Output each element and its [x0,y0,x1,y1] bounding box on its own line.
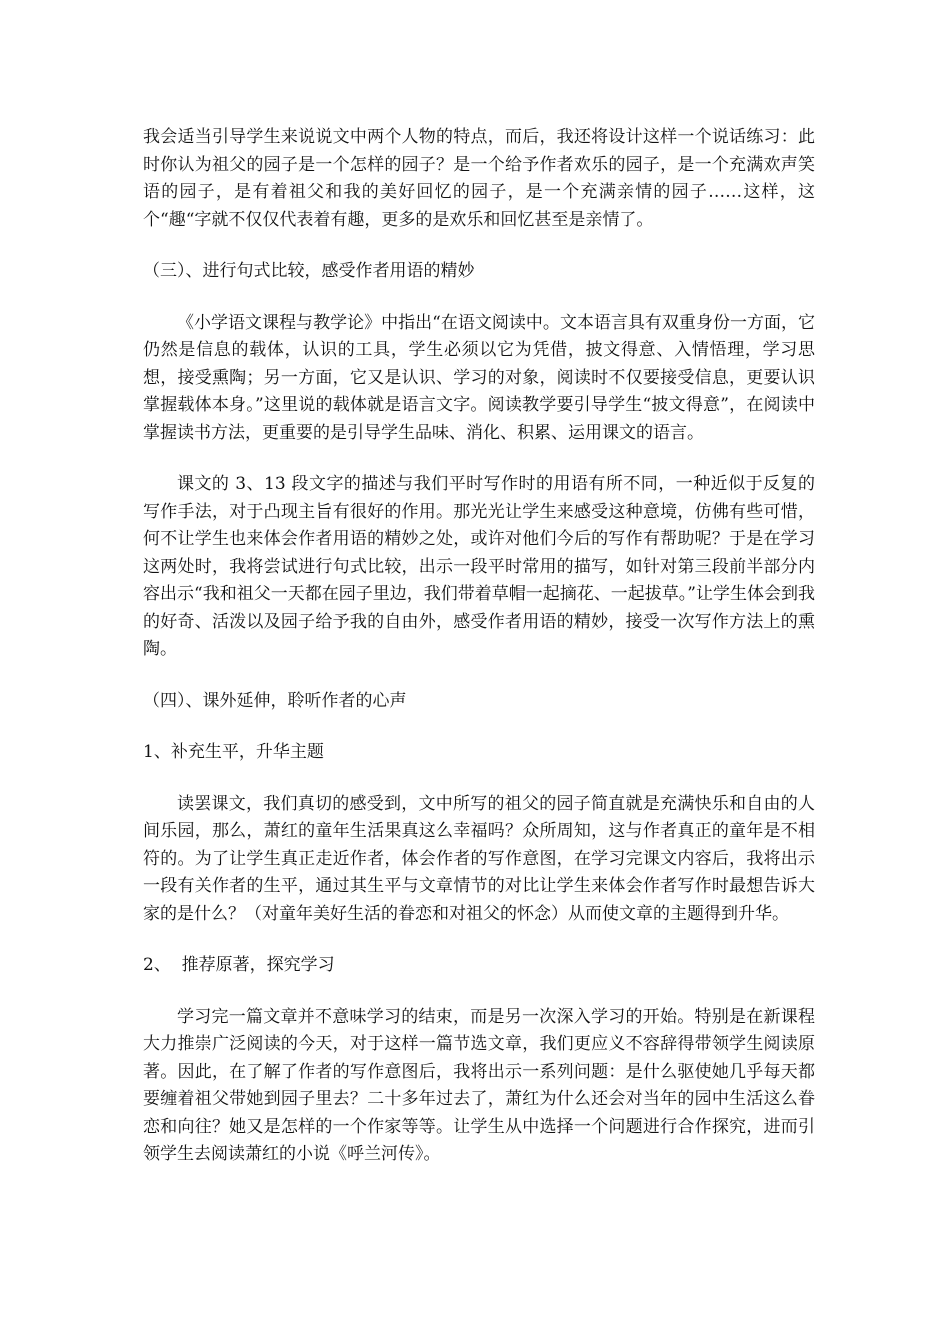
document-page [143,124,815,1169]
paragraph-original-work: 学习完一篇文章并不意味学习的结束，而是另一次深入学习的开始。特别是在新课程大力推崇广泛阅读的今天，对于这样一篇节选文章，我们更应义不容辞得带领学生阅读原著。因此，在了解了作者的写作意图后，我将出示一系列问题：是什么驱使她几乎每天都要缠着祖父带她到园子里去？二十多年过去了，萧红为什么还会对当年的园中生活这么眷恋和向往？她又是怎样的一个作家等等。让学生从中选择一个问题进行合作探究，进而引领学生去阅读萧红的小说《呼兰河传》。 [143,1006,815,1164]
section-heading-4: （四）、课外延伸，聆听作者的心声 [143,690,407,711]
section-heading-3: （三）、进行句式比较，感受作者用语的精妙 [143,261,475,281]
subheading-1: 1、补充生平，升华主题 [143,742,324,762]
subheading-2: 2、 推荐原著，探究学习 [143,955,335,975]
paragraph-sentence-comparison: 课文的 3、13 段文字的描述与我们平时写作时的用语有所不同，一种近似于反复的写作手法，对于凸现主旨有很好的作用。那光光让学生来感受这种意境，仿佛有些可惜，何不让学生也来体会作者用语的精妙之处，或许对他们今后的写作有帮助呢？于是在学习这两处时，我将尝试进行句式比较，出示一段平时常用的描写，如针对第三段前半部分内容出示“我和祖父一天都在园子里边，我们带着草帽一起摘花、一起拔草。”让学生体会到我的好奇、活泼以及园子给予我的自由外，感受作者用语的精妙，接受一次写作方法上的熏陶。 [143,474,815,659]
paragraph-theory-quote: 《小学语文课程与教学论》中指出“在语文阅读中。文本语言具有双重身份一方面，它仍然是信息的载体，认识的工具，学生必须以它为凭借，披文得意、入情悟理，学习思想，接受熏陶；另一方面，它又是认识、学习的对象，阅读时不仅要接受信息，更要认识掌握载体本身。”这里说的载体就是语言文字。阅读教学要引导学生“披文得意”，在阅读中掌握读书方法，更重要的是引导学生品味、消化、积累、运用课文的语言。 [143,312,815,443]
paragraph-characters: 我会适当引导学生来说说文中两个人物的特点，而后，我还将设计这样一个说话练习：此时你认为祖父的园子是一个怎样的园子？是一个给予作者欢乐的园子，是一个充满欢声笑语的园子，是有着祖父和我的美好回忆的园子，是一个充满亲情的园子……这样，这个“趣“字就不仅仅代表着有趣，更多的是欢乐和回忆甚至是亲情了。 [143,127,815,230]
paragraph-author-life: 读罢课文，我们真切的感受到，文中所写的祖父的园子简直就是充满快乐和自由的人间乐园，那么，萧红的童年生活果真这么幸福吗？众所周知，这与作者真正的童年是不相符的。为了让学生真正走近作者，体会作者的写作意图，在学习完课文内容后，我将出示一段有关作者的生平，通过其生平与文章情节的对比让学生来体会作者写作时最想告诉大家的是什么？（对童年美好生活的眷恋和对祖父的怀念）从而使文章的主题得到升华。 [143,793,815,924]
